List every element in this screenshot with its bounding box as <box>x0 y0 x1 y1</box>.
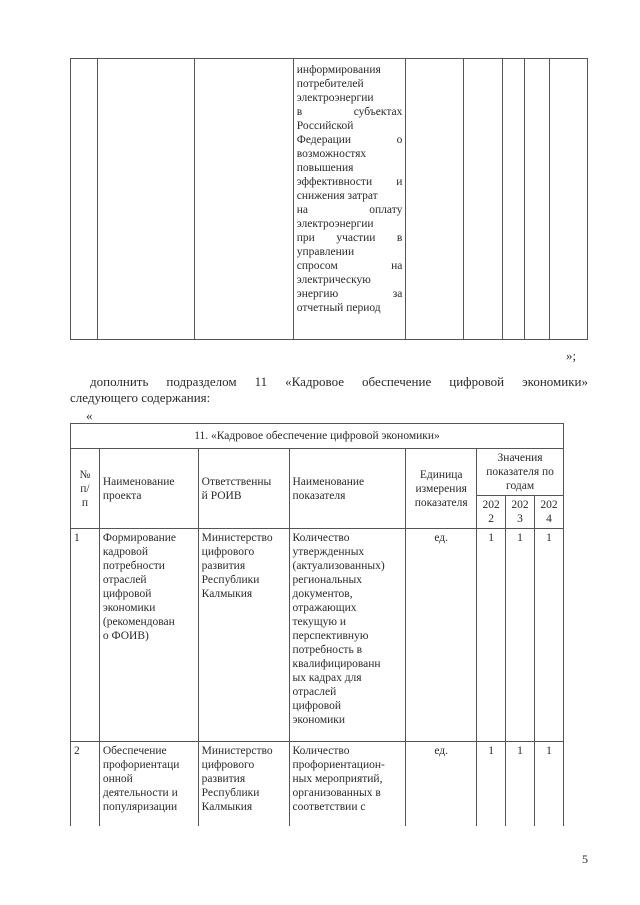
cell-line: о ФОИВ) <box>102 630 149 642</box>
cell-line: Ответственны <box>201 475 272 488</box>
cell-line: проекта <box>102 489 142 502</box>
cell-line: экономики <box>102 602 156 614</box>
cell-line: экономики <box>292 714 346 726</box>
cont-text-line: при участии в <box>296 232 403 244</box>
section-title: 11. «Кадровое обеспечение цифровой экономики» <box>71 424 564 449</box>
cell-line: годам <box>506 480 535 492</box>
table-row <box>71 742 564 827</box>
header-year-2024 <box>535 496 564 529</box>
page-number: 5 <box>582 852 588 866</box>
row-project <box>99 742 198 827</box>
cell-line: популяризации <box>102 801 178 813</box>
cell-line: потребности <box>102 560 165 572</box>
cont-text-line: управлении <box>296 246 355 258</box>
header-project <box>99 449 198 529</box>
row-roiv <box>198 742 289 827</box>
cont-text-line: энергию за <box>296 288 403 300</box>
cell-line: № <box>79 468 91 481</box>
row-value-2022: 1 <box>477 529 506 742</box>
cont-text-line: на оплату <box>296 204 403 216</box>
cont-text-line: возможностях <box>296 148 367 160</box>
cell-line: п/ <box>80 482 90 495</box>
closing-quote: »; <box>566 348 577 363</box>
cont-text-line: спросом на <box>296 260 403 272</box>
cont-text-line: снижения затрат <box>296 190 378 202</box>
cont-text-line: повышения <box>296 162 354 174</box>
row-num: 2 <box>71 742 100 827</box>
staffing-table <box>70 423 564 826</box>
cont-text-line: электроэнергии <box>296 218 374 230</box>
cell-line: утвержденных <box>292 546 365 558</box>
cell-line: измерения <box>415 482 467 495</box>
cell-line: показателя <box>292 489 346 502</box>
cell-line: Министерство <box>201 532 273 544</box>
cell-line: Единица <box>419 468 463 481</box>
cont-col-2023 <box>502 59 525 340</box>
cell-line: профориентацион- <box>292 759 385 771</box>
cell-line: региональных <box>292 574 362 586</box>
cont-text-line: отчетный период <box>296 302 381 314</box>
cell-line: цифрового <box>201 546 255 558</box>
row-unit: ед. <box>406 742 477 827</box>
cont-col-indicator <box>293 59 406 340</box>
row-value-2024: 1 <box>535 529 564 742</box>
opening-quote: « <box>86 408 93 423</box>
cell-line: 3 <box>517 513 523 525</box>
row-value-2023: 1 <box>506 742 535 827</box>
cont-col-2024 <box>525 59 550 340</box>
cell-line: показателя по <box>486 466 554 478</box>
row-value-2023: 1 <box>506 529 535 742</box>
cell-line: ых кадрах для <box>292 672 362 684</box>
cell-line: Количество <box>292 532 350 544</box>
table-row <box>71 529 564 742</box>
cell-line: Калмыкия <box>201 588 253 600</box>
cell-line: Обеспечение <box>102 745 167 757</box>
cell-line: Республики <box>201 574 260 586</box>
paragraph-line-2: следующего содержания: <box>70 390 211 405</box>
cell-line: Наименование <box>102 475 175 488</box>
cont-text-line: в субъектах <box>296 106 403 118</box>
header-unit <box>406 449 477 529</box>
header-num <box>71 449 100 529</box>
cell-line: цифровой <box>102 588 152 600</box>
cell-line: цифровой <box>292 700 342 712</box>
cell-line: потребность в <box>292 644 362 656</box>
row-value-2024: 1 <box>535 742 564 827</box>
header-year-2023 <box>506 496 535 529</box>
cell-line: кадровой <box>102 546 148 558</box>
cell-line: Наименование <box>292 475 365 488</box>
header-roiv <box>198 449 289 529</box>
cell-line: деятельности и <box>102 787 178 799</box>
header-indicator <box>289 449 406 529</box>
cell-line: Формирование <box>102 532 176 544</box>
row-num: 1 <box>71 529 100 742</box>
cont-text-line: электрическую <box>296 274 371 286</box>
continued-indicator-text <box>294 59 406 315</box>
cell-line: организованных в <box>292 787 381 799</box>
cell-line: п <box>81 496 88 509</box>
cell-line: показателя <box>414 496 468 509</box>
cell-line: (актуализованных) <box>292 560 385 572</box>
cont-col-unit <box>406 59 464 340</box>
cell-line: квалифицированн <box>292 658 381 670</box>
paragraph-line-1: дополнить подразделом 11 «Кадровое обеспечение цифровой экономики» <box>90 374 588 389</box>
row-value-2022: 1 <box>477 742 506 827</box>
cell-line: Значения <box>497 452 543 464</box>
cont-text-line: информирования <box>296 64 381 76</box>
cell-line: отражающих <box>292 602 357 614</box>
cell-line: отраслей <box>102 574 147 586</box>
cell-line: перспективную <box>292 630 369 642</box>
cell-line: й РОИВ <box>201 489 242 502</box>
cell-line: текущую и <box>292 616 347 628</box>
cell-line: Республики <box>201 787 260 799</box>
cell-line: 2 <box>488 513 494 525</box>
cell-line: ных мероприятий, <box>292 773 383 785</box>
cell-line: 202 <box>511 499 529 511</box>
cell-line: (рекомендован <box>102 616 175 628</box>
cell-line: документов, <box>292 588 353 600</box>
row-unit: ед. <box>406 529 477 742</box>
cont-text-line: эффективности и <box>296 176 403 188</box>
cell-line: цифрового <box>201 759 255 771</box>
cell-line: 202 <box>540 499 558 511</box>
header-year-2022 <box>477 496 506 529</box>
row-roiv <box>198 529 289 742</box>
row-indicator <box>289 529 406 742</box>
cell-line: онной <box>102 773 133 785</box>
cont-text-line: электроэнергии <box>296 92 374 104</box>
continuation-table <box>70 58 588 340</box>
cont-text-line: Российской <box>296 120 354 132</box>
cell-line: развития <box>201 773 246 785</box>
row-project <box>99 529 198 742</box>
cell-line: Министерство <box>201 745 273 757</box>
amendment-paragraph <box>70 374 588 406</box>
cont-col-num <box>71 59 98 340</box>
cont-col-extra <box>549 59 587 340</box>
cont-col-project <box>97 59 194 340</box>
cell-line: развития <box>201 560 246 572</box>
cell-line: 202 <box>482 499 500 511</box>
cell-line: соответствии с <box>292 801 366 813</box>
cell-line: отраслей <box>292 686 337 698</box>
header-values <box>477 449 564 496</box>
cont-text-line: потребителей <box>296 78 364 90</box>
cell-line: 4 <box>546 513 552 525</box>
cell-line: Количество <box>292 745 350 757</box>
row-indicator <box>289 742 406 827</box>
cont-text-line: Федерации о <box>296 134 403 146</box>
cell-line: профориентаци <box>102 759 180 771</box>
cont-col-roiv <box>194 59 293 340</box>
cell-line: Калмыкия <box>201 801 253 813</box>
cont-col-2022 <box>464 59 502 340</box>
